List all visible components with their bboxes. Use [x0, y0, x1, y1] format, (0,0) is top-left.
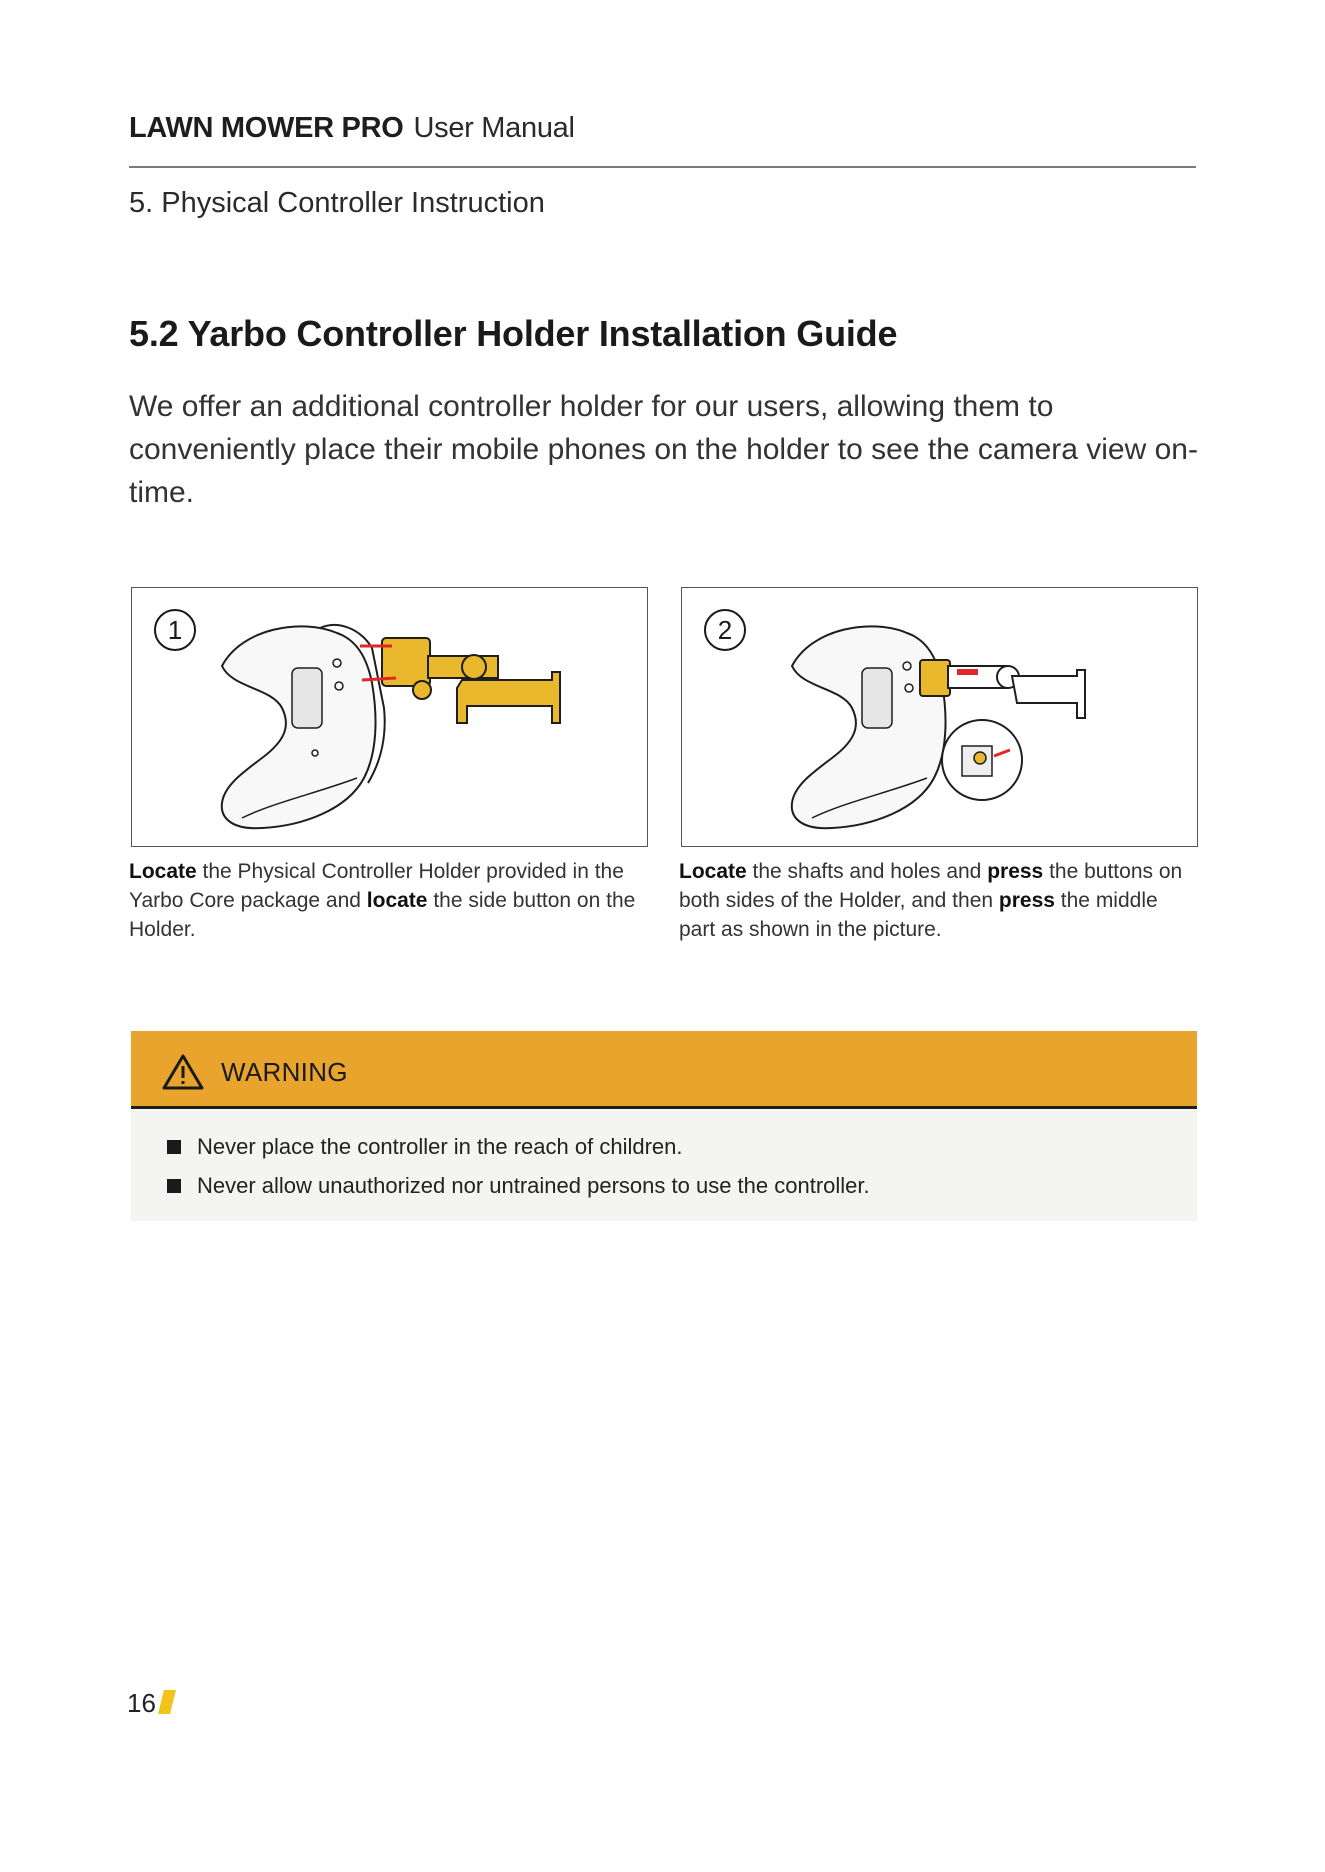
controller-holder-illustration-2: [682, 588, 1199, 848]
list-item-text: Never place the controller in the reach of children.: [197, 1134, 683, 1159]
step-1-number: 1: [167, 615, 183, 645]
caption-emphasis: press: [987, 860, 1044, 883]
section-title: 5.2 Yarbo Controller Holder Installation Guide: [129, 313, 898, 354]
caption-text: the buttons on both sides of the Holder, and then: [679, 860, 1183, 912]
bullet-square-icon: [167, 1140, 181, 1154]
caption-emphasis: press: [998, 889, 1055, 912]
step-2-number: 2: [717, 615, 733, 645]
step-2-illustration: [681, 587, 1198, 847]
list-item-text: Never allow unauthorized nor untrained persons to use the controller.: [197, 1173, 870, 1198]
step-1-caption: [129, 857, 649, 944]
caption-text: the shafts and holes and: [746, 860, 988, 883]
warning-triangle-icon: [161, 1053, 205, 1091]
step-2-caption: [679, 857, 1199, 944]
page-header: [129, 112, 575, 145]
header-divider: [129, 166, 1196, 168]
warning-title: WARNING: [221, 1057, 348, 1087]
manual-label: User Manual: [413, 112, 575, 144]
page-mark-icon: [157, 1689, 177, 1715]
caption-emphasis: locate: [366, 889, 428, 912]
warning-box: [131, 1031, 1197, 1221]
list-item: [167, 1127, 870, 1166]
bullet-square-icon: [167, 1179, 181, 1193]
caption-emphasis: Locate: [679, 860, 747, 883]
intro-paragraph: We offer an additional controller holder for our users, allowing them to conveniently place their mobile phones on the holder to see the camera view on-time.: [129, 390, 1198, 509]
page-number: 16: [127, 1688, 156, 1718]
list-item: [167, 1166, 870, 1205]
caption-emphasis: Locate: [129, 860, 197, 883]
warning-header: [131, 1031, 1197, 1109]
chapter-title: 5. Physical Controller Instruction: [129, 187, 545, 219]
warning-list: [167, 1127, 870, 1205]
caption-text: the Physical Controller Holder provided in the Yarbo Core package and: [129, 860, 624, 912]
brand-name: LAWN MOWER PRO: [129, 112, 404, 144]
caption-text: the middle part as shown in the picture.: [679, 889, 1158, 941]
caption-text: the side button on the Holder.: [129, 889, 636, 941]
controller-holder-illustration-1: [132, 588, 649, 848]
step-1-illustration: [131, 587, 648, 847]
